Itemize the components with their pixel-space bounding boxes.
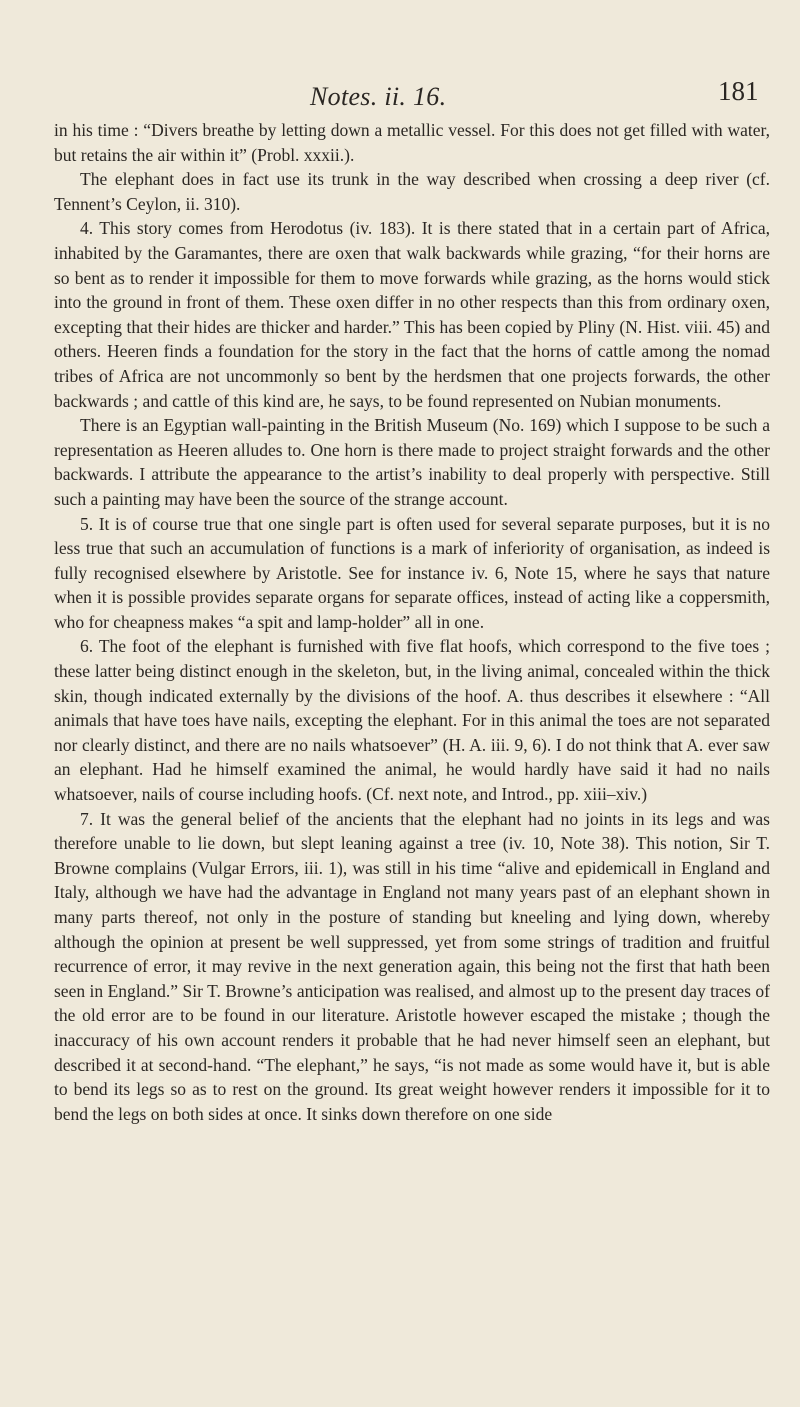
page-number: 181	[718, 76, 759, 106]
page-header	[0, 38, 800, 111]
note-4-paragraph: 4. This story comes from Herodotus (iv. 183). It is there stated that in a certain part of Africa, inhabited by the Garamantes, there are oxen that walk backwards while grazing, “for their horns are so bent as to render it impossible for them to move forwards while grazing, as the horns would stick into the ground in front of them. These oxen differ in no other respects than this from ordinary oxen, excepting that their hides are thicker and harder.” This has been copied by Pliny (N. Hist. viii. 45) and others. Heeren finds a foundation for the story in the fact that the horns of cattle among the nomad tribes of Africa are not uncommonly so bent by the herdsmen that one projects forwards, the other backwards ; and cattle of this kind are, he says, to be found represented on Nubian monuments.	[54, 218, 770, 411]
body-text	[54, 118, 770, 1126]
note-7-paragraph: 7. It was the general belief of the ancients that the elephant had no joints in its legs and was therefore unable to lie down, but slept leaning against a tree (iv. 10, Note 38). This notion, Sir T. Browne complains (Vulgar Errors, iii. 1), was still in his time “alive and epidemicall in England and Italy, although we have had the advantage in England not many years past of an elephant shown in many parts thereof, not only in the posture of standing but kneeling and lying down, whereby although the opinion at present be well suppressed, yet from some strings of tradition and fruitful recurrence of error, it may revive in the next generation again, this being not the first that hath been seen in England.” Sir T. Browne’s anticipation was realised, and almost up to the present day traces of the old error are to be found in our literature. Aristotle however escaped the mistake ; though the inaccuracy of his own account renders it probable that he had never himself seen an elephant, but described it at second-hand. “The elephant,” he says, “is not made as some would have it, but is able to bend its legs so as to rest on the ground. Its great weight however renders it impossible for it to bend the legs on both sides at once. It sinks down therefore on one side	[54, 808, 770, 1124]
paragraph-divers-breathe: in his time : “Divers breathe by letting down a metallic vessel. For this does not get filled with water, but retains the air within it” (Probl. xxxii.).	[54, 120, 770, 165]
paragraph-elephant-trunk: The elephant does in fact use its trunk in the way described when crossing a deep river (cf. Tennent’s Ceylon, ii. 310).	[54, 169, 770, 214]
note-6-paragraph: 6. The foot of the elephant is furnished with five flat hoofs, which correspond to the five toes ; these latter being distinct enough in the skeleton, but, in the living animal, concealed within the thick skin, though indicated externally by the divisions of the hoof. A. thus describes it elsewhere : “All animals that have toes have nails, excepting the elephant. For in this animal the toes are not separated nor clearly distinct, and there are no nails whatsoever” (H. A. iii. 9, 6). I do not think that A. ever saw an elephant. Had he himself examined the animal, he would hardly have said it had no nails whatsoever, nails of course including hoofs. (Cf. next note, and Introd., pp. xiii–xiv.)	[54, 636, 770, 805]
running-title: Notes. ii. 16.	[310, 82, 447, 111]
paragraph-egyptian-wall-painting: There is an Egyptian wall-painting in the British Museum (No. 169) which I suppose to be such a representation as Heeren alludes to. One horn is there made to project straight forwards and the other backwards. I attribute the appearance to the artist’s inability to deal properly with perspective. Still such a painting may have been the source of the strange account.	[54, 415, 770, 509]
note-5-paragraph: 5. It is of course true that one single part is often used for several separate purposes, but it is no less true that such an accumulation of functions is a mark of inferiority of organisation, as indeed is fully recognised elsewhere by Aristotle. See for instance iv. 6, Note 15, where he says that nature when it is possible provides separate organs for separate offices, instead of acting like a coppersmith, who for cheapness makes “a spit and lamp-holder” all in one.	[54, 513, 770, 632]
